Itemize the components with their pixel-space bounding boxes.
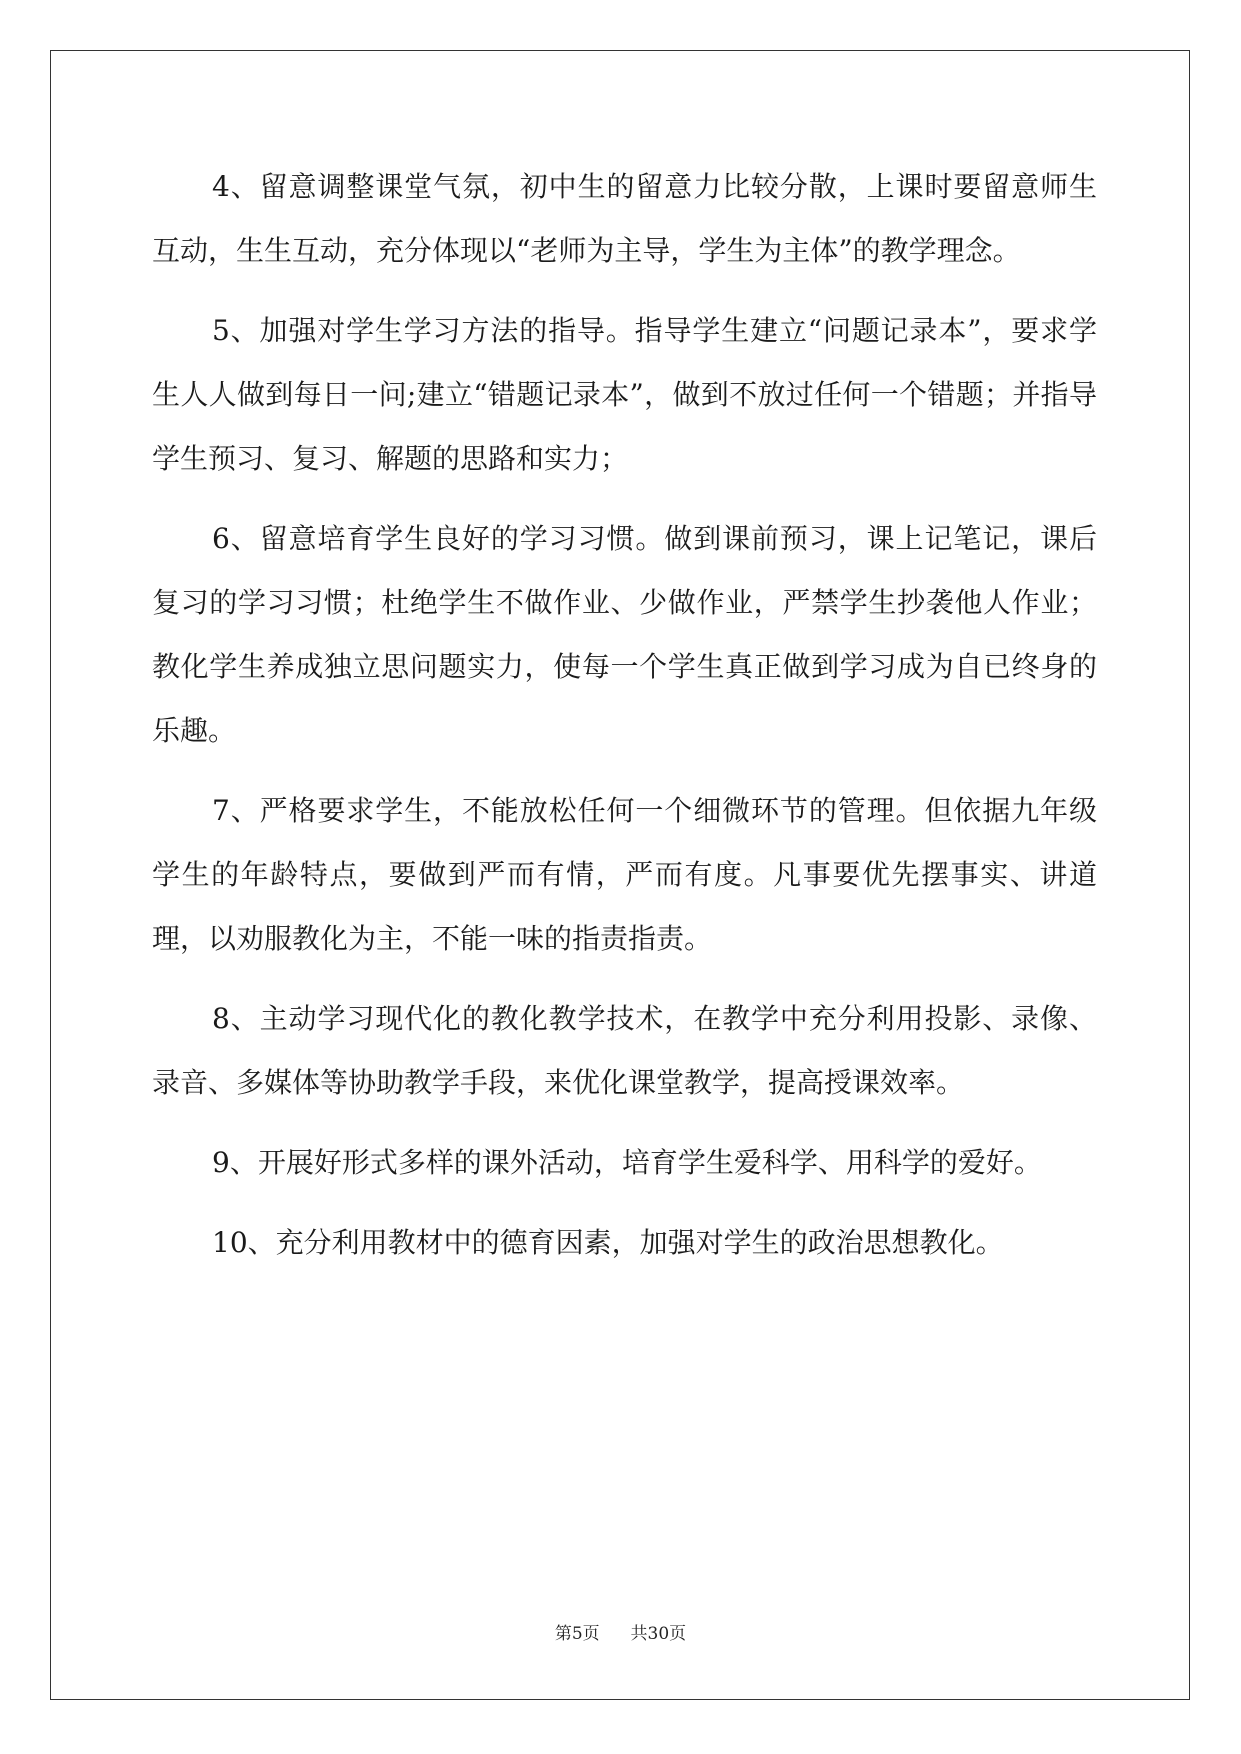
paragraph-6: 6、留意培育学生良好的学习习惯。做到课前预习，课上记笔记，课后复习的学习习惯；杜绝学生不做作业、少做作业，严禁学生抄袭他人作业；教化学生养成独立思问题实力，使每一个学生真正做到学习成为自已终身的乐趣。 xyxy=(152,522,1097,747)
page-number: 第5页 xyxy=(554,1624,600,1644)
page-footer xyxy=(0,1619,1241,1644)
paragraph-9: 9、开展好形式多样的课外活动，培育学生爱科学、用科学的爱好。 xyxy=(212,1146,1042,1179)
paragraph-10: 10、充分利用教材中的德育因素，加强对学生的政治思想教化。 xyxy=(212,1226,1004,1259)
paragraph-5: 5、加强对学生学习方法的指导。指导学生建立“问题记录本”，要求学生人人做到每日一问;建立“错题记录本”，做到不放过任何一个错题；并指导学生预习、复习、解题的思路和实力； xyxy=(152,314,1097,475)
document-body xyxy=(152,155,1097,1291)
paragraph-4: 4、留意调整课堂气氛，初中生的留意力比较分散，上课时要留意师生互动，生生互动，充分体现以“老师为主导，学生为主体”的教学理念。 xyxy=(152,170,1097,267)
paragraph-7: 7、严格要求学生，不能放松任何一个细微环节的管理。但依据九年级学生的年龄特点，要做到严而有情，严而有度。凡事要优先摆事实、讲道理，以劝服教化为主，不能一味的指责指责。 xyxy=(152,794,1097,955)
paragraph-8: 8、主动学习现代化的教化教学技术，在教学中充分利用投影、录像、录音、多媒体等协助教学手段，来优化课堂教学，提高授课效率。 xyxy=(152,1002,1097,1099)
page-total: 共30页 xyxy=(630,1624,687,1644)
